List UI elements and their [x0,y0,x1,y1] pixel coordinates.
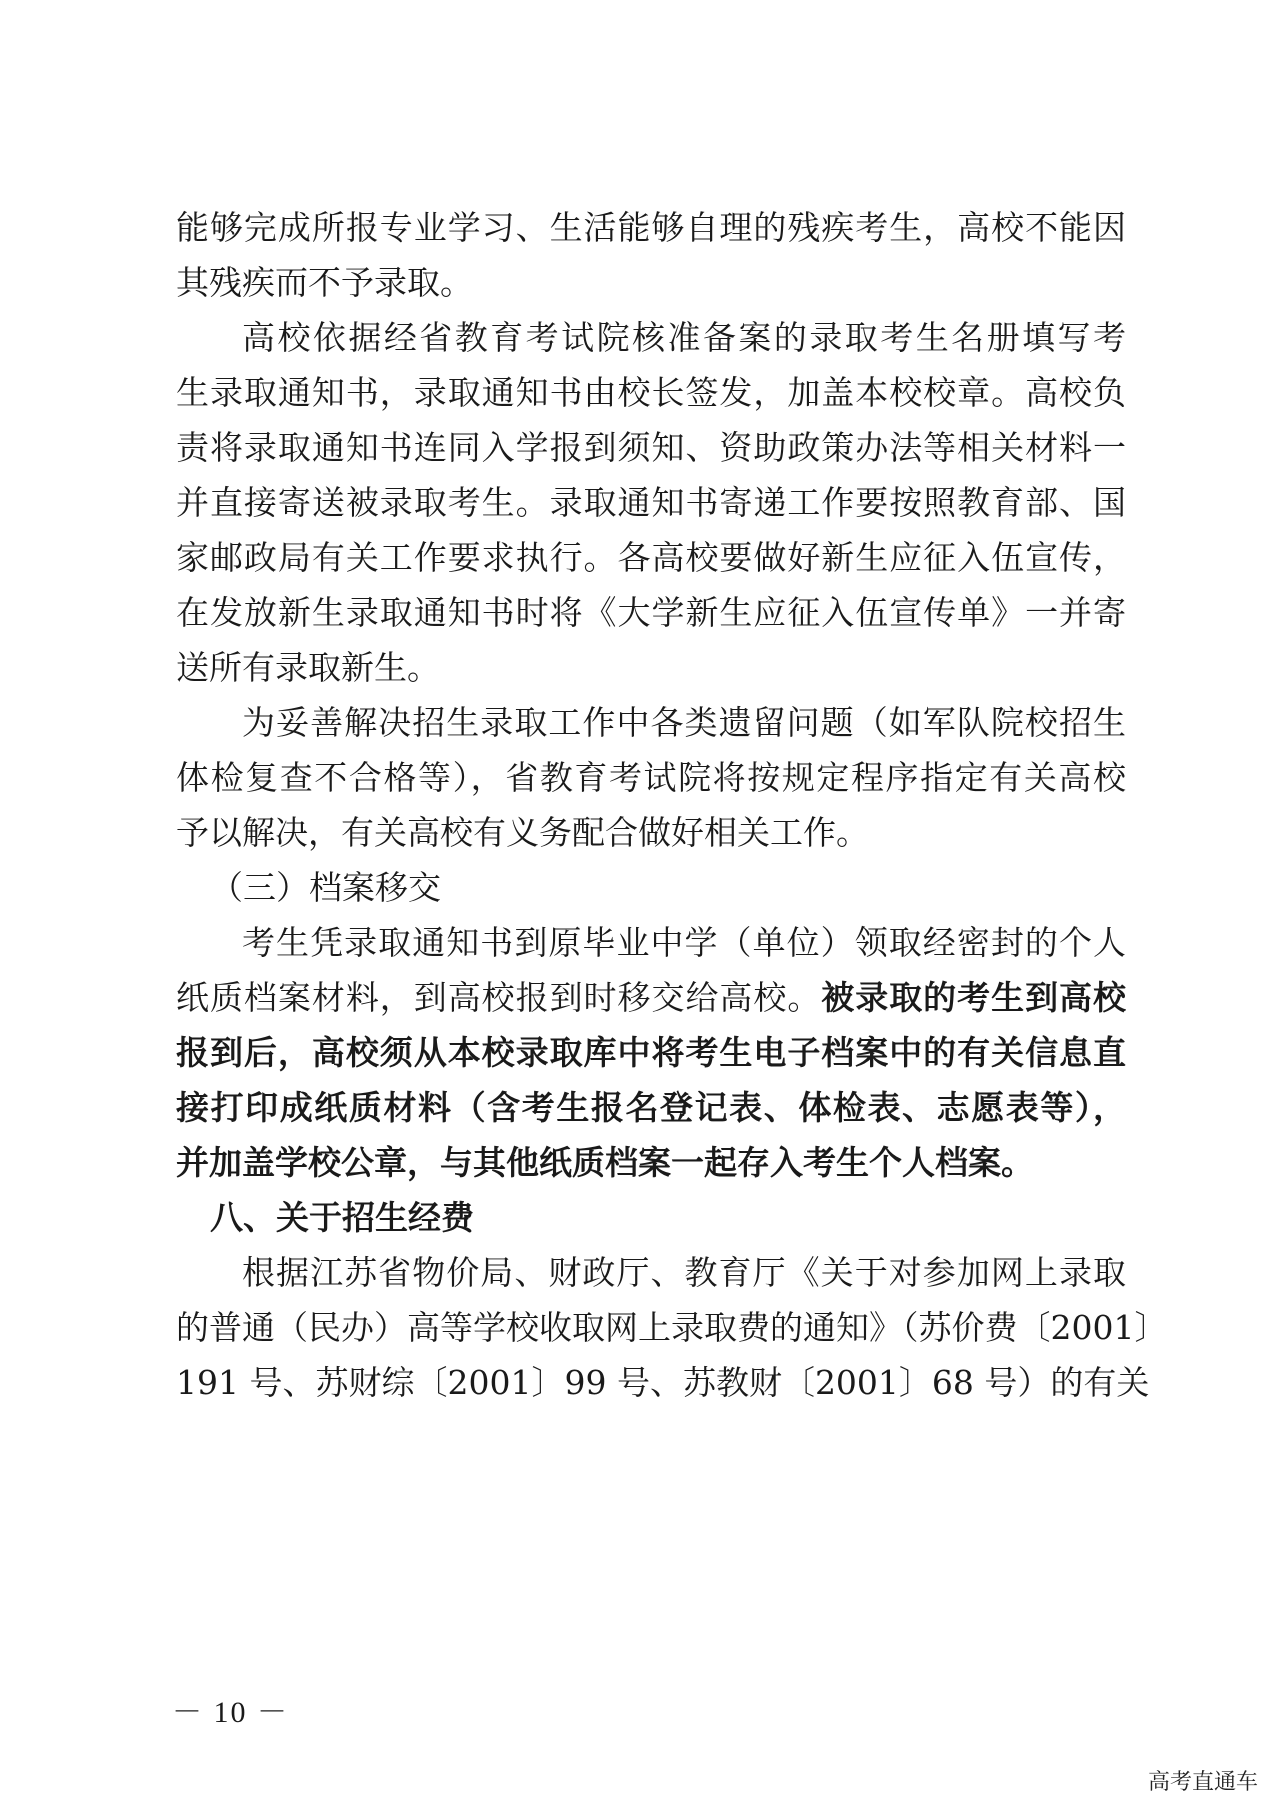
text-line: 191 号、苏财综〔2001〕99 号、苏教财〔2001〕68 号）的有关 [176,1363,1150,1402]
text-line: 家邮政局有关工作要求执行。各高校要做好新生应征入伍宣传， [176,538,1126,577]
section-subheading: （三）档案移交 [210,868,441,907]
text-line: 为妥善解决招生录取工作中各类遗留问题（如军队院校招生 [242,703,1126,742]
text-line: 在发放新生录取通知书时将《大学新生应征入伍宣传单》一并寄 [176,593,1126,632]
text-line: 其残疾而不予录取。 [176,263,473,302]
text-line: 的普通（民办）高等学校收取网上录取费的通知》（苏价费〔2001〕 [176,1308,1168,1347]
page-number: － 10 － [172,1696,289,1729]
bold-text-line: 报到后，高校须从本校录取库中将考生电子档案中的有关信息直 [176,1033,1126,1072]
bold-text-segment: 被录取的考生到高校 [821,978,1127,1017]
watermark-text: 高考直通车 [1147,1770,1258,1795]
text-line: 予以解决，有关高校有义务配合做好相关工作。 [176,813,869,852]
text-line: 责将录取通知书连同入学报到须知、资助政策办法等相关材料一 [176,428,1126,467]
text-segment: 纸质档案材料，到高校报到时移交给高校。 [176,978,822,1017]
bold-text-line: 接打印成纸质材料（含考生报名登记表、体检表、志愿表等）， [176,1088,1126,1127]
section-heading: 八、关于招生经费 [210,1198,474,1237]
text-line: 生录取通知书，录取通知书由校长签发，加盖本校校章。高校负 [176,373,1126,412]
document-page [176,0,1168,1811]
text-line: 体检复查不合格等），省教育考试院将按规定程序指定有关高校 [176,758,1126,797]
text-line: 能够完成所报专业学习、生活能够自理的残疾考生，高校不能因 [176,208,1126,247]
text-line: 高校依据经省教育考试院核准备案的录取考生名册填写考 [242,318,1126,357]
text-line: 并直接寄送被录取考生。录取通知书寄递工作要按照教育部、国 [176,483,1126,522]
text-line [176,978,1126,1018]
text-line: 考生凭录取通知书到原毕业中学（单位）领取经密封的个人 [242,923,1126,962]
bold-text-line: 并加盖学校公章，与其他纸质档案一起存入考生个人档案。 [176,1143,1034,1182]
text-line: 送所有录取新生。 [176,648,440,687]
text-line: 根据江苏省物价局、财政厅、教育厅《关于对参加网上录取 [242,1253,1126,1292]
